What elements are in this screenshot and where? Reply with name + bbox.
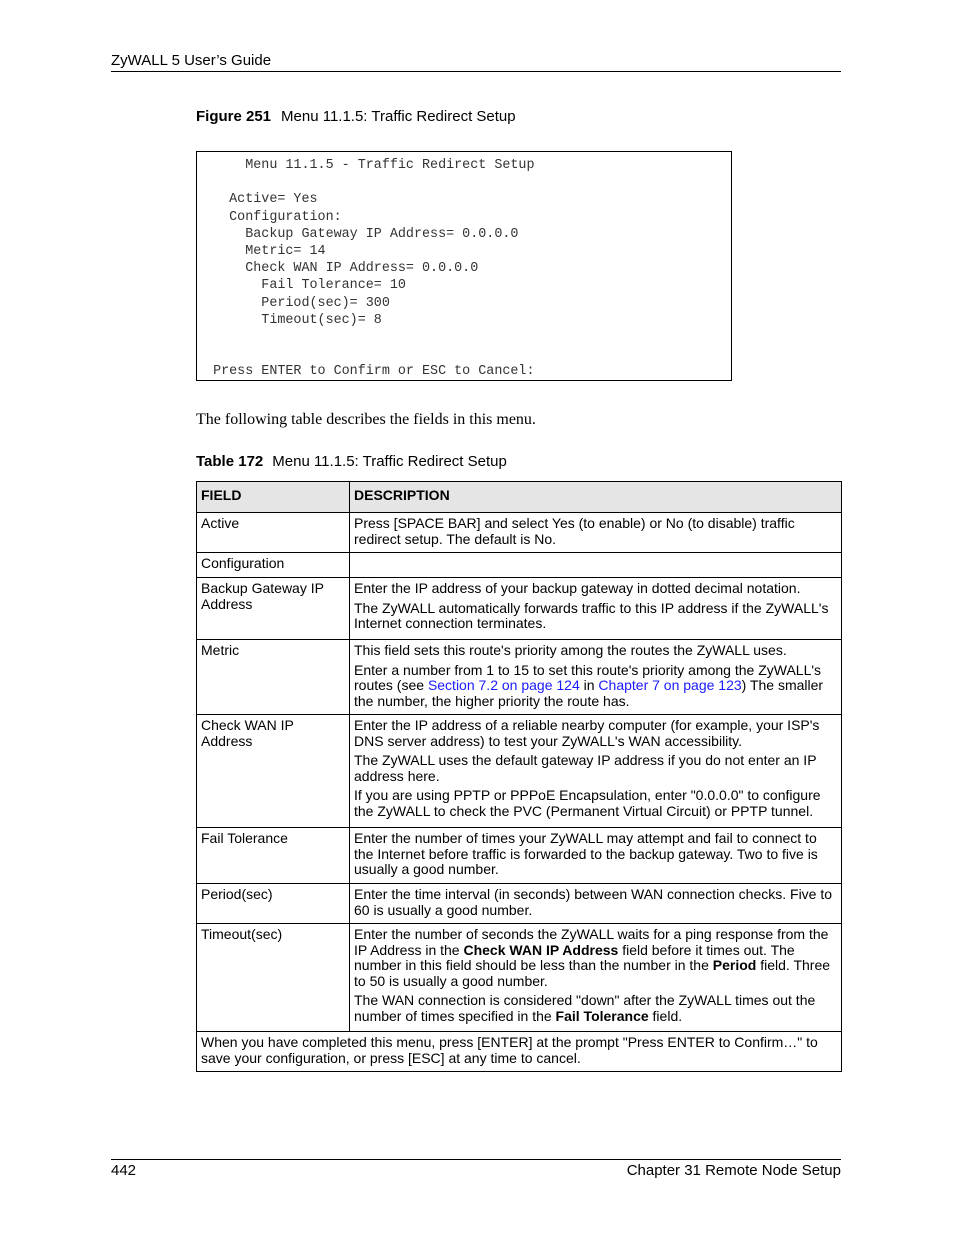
console-screen [196, 151, 732, 381]
table-row [197, 924, 842, 1032]
field-name: Period(sec) [197, 884, 350, 924]
console-line: Configuration: [197, 209, 342, 225]
bold-term: Fail Tolerance [555, 1007, 649, 1024]
bold-term: Period [712, 957, 757, 973]
bold-term: Check WAN IP Address [463, 941, 619, 958]
text-run: Enter the IP address of a reliable nearby computer (for example, your ISP's DNS server address) to test your ZyWALL's WAN accessibility. [354, 717, 820, 749]
page-number: 442 [111, 1162, 137, 1179]
text-run: The ZyWALL uses the default gateway IP address if you do not enter an IP address here. [354, 752, 817, 784]
cross-reference-link[interactable]: Section 7.2 on page 124 [427, 677, 580, 693]
console-line: Menu 11.1.5 - Traffic Redirect Setup [197, 158, 535, 173]
text-run: Enter the number of times your ZyWALL may attempt and fail to connect to the Internet before traffic is forwarded to the backup gateway. Two to five is usually a good number. [354, 830, 818, 877]
table-row [197, 884, 842, 924]
text-run: Enter the IP address of your backup gateway in dotted decimal notation. [354, 580, 801, 596]
table-footer-row [197, 1032, 842, 1072]
header-description: DESCRIPTION [350, 482, 842, 513]
table-row [197, 513, 842, 553]
field-name: Fail Tolerance [197, 828, 350, 884]
field-description [350, 828, 842, 884]
fields-table [196, 481, 842, 1072]
table-row [197, 640, 842, 715]
description-paragraph [354, 831, 837, 878]
text-run: The ZyWALL automatically forwards traffic to this IP address if the ZyWALL's Internet connection terminates. [354, 599, 829, 631]
table-caption [196, 453, 507, 470]
console-line: Period(sec)= 300 [197, 295, 390, 311]
field-description [350, 513, 842, 553]
field-name: Configuration [197, 553, 350, 578]
console-line: Metric= 14 [197, 243, 326, 259]
field-name: Check WAN IP Address [197, 715, 350, 828]
text-run: in [579, 677, 599, 693]
footer-rule [111, 1159, 841, 1160]
text-run: Enter the number of seconds the ZyWALL waits for a ping response from the IP Address in the [354, 926, 829, 958]
field-description [350, 578, 842, 640]
console-line [197, 174, 731, 191]
table-row [197, 828, 842, 884]
chapter-title: Chapter 31 Remote Node Setup [626, 1162, 841, 1179]
running-header: ZyWALL 5 User’s Guide [111, 52, 272, 69]
description-paragraph [354, 753, 837, 784]
description-paragraph [354, 887, 837, 918]
text-run: This field sets this route's priority among the routes the ZyWALL uses. [354, 642, 787, 658]
table-row [197, 553, 842, 578]
figure-caption [196, 108, 516, 125]
figure-label: Figure 251 [196, 108, 272, 125]
description-paragraph [354, 601, 837, 632]
text-run: field. [648, 1007, 683, 1024]
field-name: Metric [197, 640, 350, 715]
description-paragraph [354, 993, 837, 1024]
table-footer-note: When you have completed this menu, press [ENTER] at the prompt "Press ENTER to Confirm…" to save your configuration, or press [ESC] at any time to cancel. [197, 1032, 842, 1072]
console-line [197, 346, 731, 363]
description-paragraph [354, 663, 837, 710]
console-line [197, 329, 731, 346]
figure-title: Menu 11.1.5: Traffic Redirect Setup [281, 108, 516, 125]
header-field: FIELD [197, 482, 350, 513]
intro-text: The following table describes the fields in this menu. [196, 411, 536, 428]
description-paragraph [354, 788, 837, 819]
table-row [197, 715, 842, 828]
field-name: Timeout(sec) [197, 924, 350, 1032]
text-run: Enter a number from 1 to 15 to set this route's priority among the ZyWALL's routes (see [354, 661, 822, 693]
description-paragraph [354, 927, 837, 989]
text-run: field before it times out. The number in this field should be less than the number in the [354, 941, 795, 973]
console-line: Active= Yes [197, 192, 318, 208]
text-run: Enter the time interval (in seconds) between WAN connection checks. Five to 60 is usually a good number. [354, 886, 833, 918]
cross-reference-link[interactable]: Chapter 7 on page 123 [598, 677, 742, 693]
console-line: Press ENTER to Confirm or ESC to Cancel: [197, 364, 535, 380]
text-run: If you are using PPTP or PPPoE Encapsulation, enter "0.0.0.0" to configure the ZyWALL to check the PVC (Permanent Virtual Circuit) or PPTP tunnel. [354, 787, 821, 819]
field-description [350, 640, 842, 715]
field-description [350, 884, 842, 924]
console-line: Backup Gateway IP Address= 0.0.0.0 [197, 226, 519, 242]
field-description [350, 553, 842, 578]
table-header-row [197, 482, 842, 513]
description-paragraph [354, 643, 837, 659]
description-paragraph [354, 718, 837, 749]
table-row [197, 578, 842, 640]
field-name: Active [197, 513, 350, 553]
field-name: Backup Gateway IP Address [197, 578, 350, 640]
text-run: The WAN connection is considered "down" after the ZyWALL times out the number of times specified in the [354, 992, 816, 1024]
description-paragraph [354, 581, 837, 597]
console-line: Timeout(sec)= 8 [197, 312, 382, 328]
field-description [350, 715, 842, 828]
text-run: ) The smaller the number, the higher priority the route has. [354, 677, 824, 709]
description-paragraph [354, 516, 837, 547]
console-line: Check WAN IP Address= 0.0.0.0 [197, 261, 479, 277]
table-title: Menu 11.1.5: Traffic Redirect Setup [272, 453, 507, 470]
console-line: Fail Tolerance= 10 [197, 278, 406, 294]
table-label: Table 172 [196, 453, 264, 470]
text-run: Press [SPACE BAR] and select Yes (to enable) or No (to disable) traffic redirect setup. The default is No. [354, 515, 795, 547]
field-description [350, 924, 842, 1032]
header-rule [111, 71, 841, 72]
text-run: field. Three to 50 is usually a good number. [354, 957, 831, 989]
